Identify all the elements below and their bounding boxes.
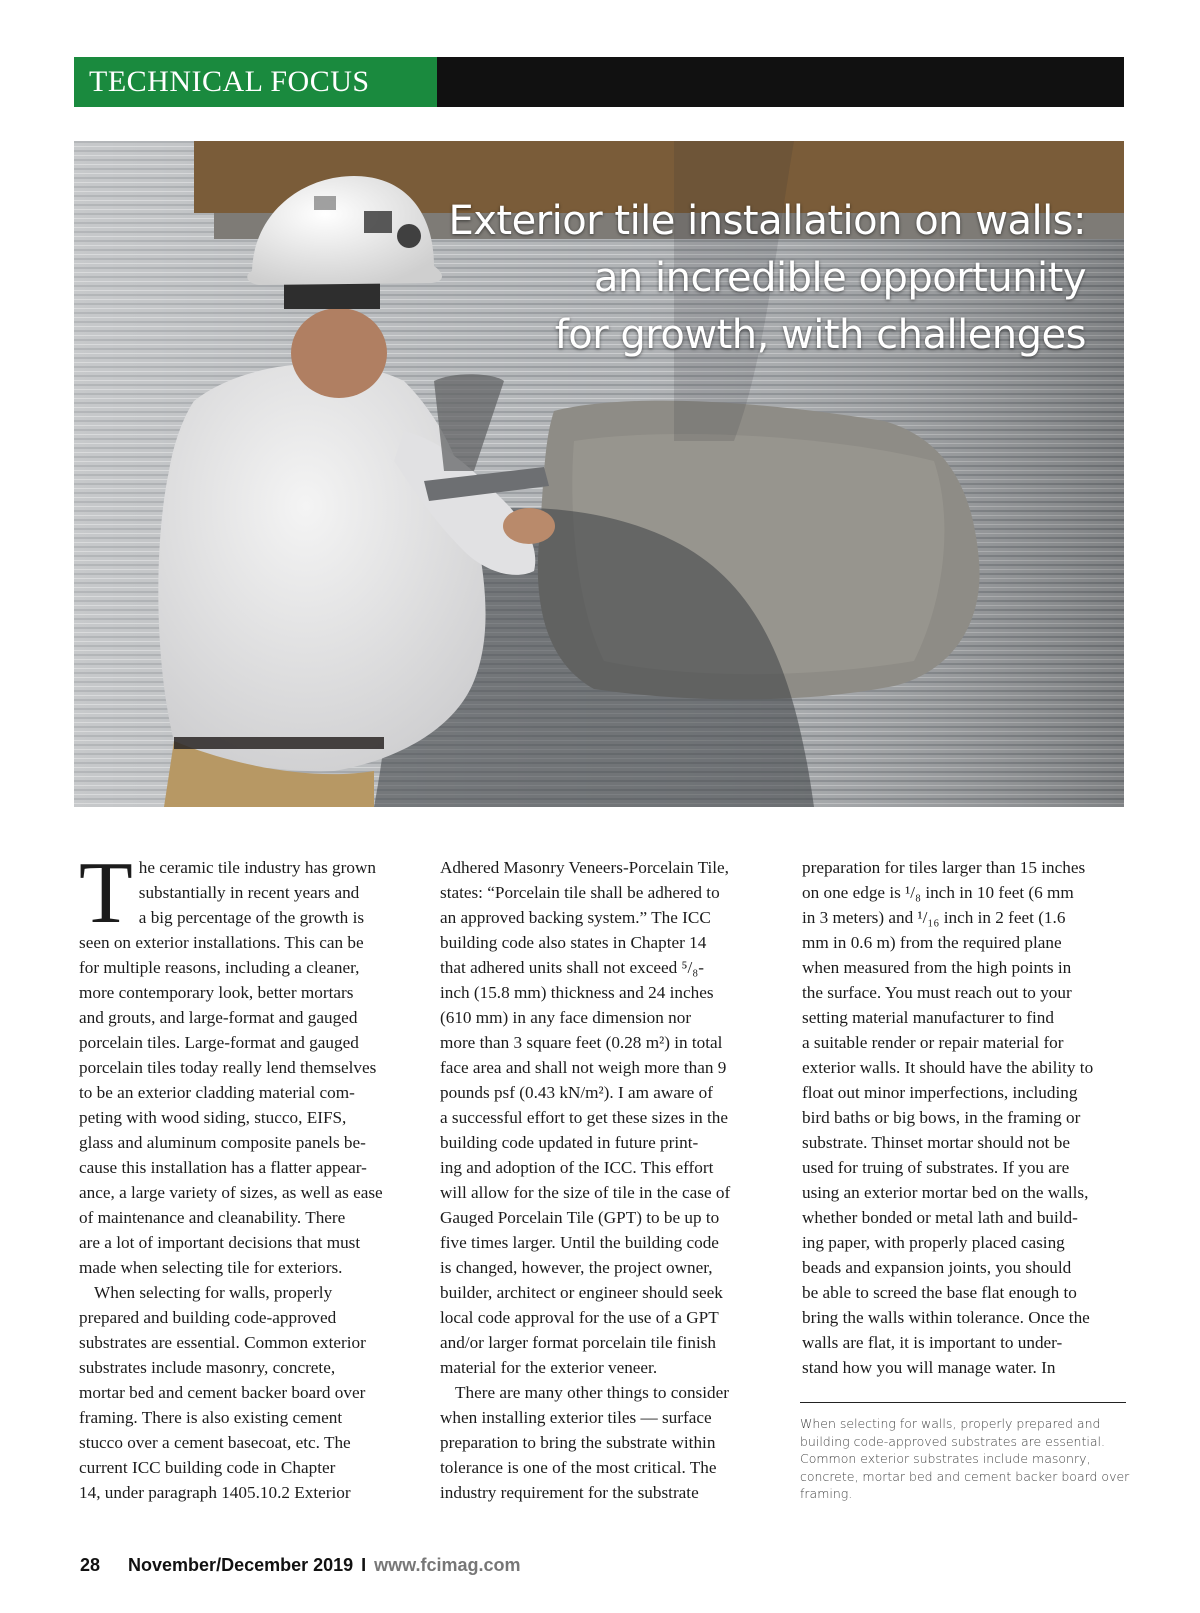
article-column-2 [440, 855, 768, 1505]
body-line: bird baths or big bows, in the framing or [802, 1108, 1081, 1127]
body-line: ing paper, with properly placed casing [802, 1233, 1065, 1252]
body-line: preparation for tiles larger than 15 inches [802, 858, 1086, 877]
footer-separator: I [361, 1555, 367, 1575]
body-line: glass and aluminum composite panels be- [79, 1133, 366, 1152]
body-line: and grouts, and large-format and gauged [79, 1008, 358, 1027]
page-number: 28 [80, 1555, 101, 1575]
body-line: ing and adoption of the ICC. This effort [440, 1158, 714, 1177]
body-line: face area and shall not weigh more than 9 [440, 1058, 727, 1077]
body-line: seen on exterior installations. This can be [79, 933, 364, 952]
body-line: of maintenance and cleanability. There [79, 1208, 346, 1227]
body-line: framing. There is also existing cement [79, 1408, 343, 1427]
body-line: tolerance is one of the most critical. The [440, 1458, 717, 1477]
body-line: ance, a large variety of sizes, as well as ease [79, 1183, 383, 1202]
pull-quote-line: Common exterior substrates include masonry, [800, 1451, 1091, 1466]
body-line: substrate. Thinset mortar should not be [802, 1133, 1070, 1152]
body-line: builder, architect or engineer should seek [440, 1283, 723, 1302]
body-line: more contemporary look, better mortars [79, 983, 354, 1002]
headline-line-2: an incredible opportunity [593, 255, 1086, 301]
body-line: used for truing of substrates. If you are [802, 1158, 1070, 1177]
body-line: 14, under paragraph 1405.10.2 Exterior [79, 1483, 351, 1502]
body-line: using an exterior mortar bed on the walls, [802, 1183, 1089, 1202]
body-line: is changed, however, the project owner, [440, 1258, 713, 1277]
body-line: he ceramic tile industry has grown [138, 858, 376, 877]
body-line: substrates are essential. Common exterior [79, 1333, 366, 1352]
body-line: will allow for the size of tile in the case of [440, 1183, 731, 1202]
body-line: porcelain tiles. Large-format and gauged [79, 1033, 359, 1052]
pull-quote-line: When selecting for walls, properly prepared and [800, 1416, 1101, 1431]
body-line: local code approval for the use of a GPT [440, 1308, 719, 1327]
body-line: exterior walls. It should have the ability to [802, 1058, 1094, 1077]
body-line: walls are flat, it is important to under- [802, 1333, 1063, 1352]
issue-date: November/December 2019 [128, 1555, 354, 1575]
body-line: industry requirement for the substrate [440, 1483, 699, 1502]
body-line: made when selecting tile for exteriors. [79, 1258, 343, 1277]
pull-quote-line: building code-approved substrates are essential. [800, 1433, 1105, 1449]
body-line: (610 mm) in any face dimension nor [440, 1008, 692, 1027]
body-line: the surface. You must reach out to your [802, 983, 1072, 1002]
body-line: material for the exterior veneer. [440, 1358, 658, 1377]
body-line: mm in 0.6 m) from the required plane [802, 933, 1062, 952]
body-line: five times larger. Until the building code [440, 1233, 719, 1252]
pull-quote-line: framing. [800, 1486, 853, 1501]
body-line: There are many other things to consider [455, 1383, 729, 1402]
body-line: When selecting for walls, properly [94, 1283, 333, 1302]
body-line: states: “Porcelain tile shall be adhered to [440, 883, 720, 902]
body-line: prepared and building code-approved [79, 1308, 337, 1327]
body-line: cause this installation has a flatter appear- [79, 1158, 367, 1177]
body-line: a suitable render or repair material for [802, 1033, 1064, 1052]
body-line: to be an exterior cladding material com- [79, 1083, 355, 1102]
body-line: Gauged Porcelain Tile (GPT) to be up to [440, 1208, 720, 1227]
body-line: Adhered Masonry Veneers-Porcelain Tile, [440, 858, 729, 877]
pull-quote-rule [800, 1402, 1126, 1403]
body-line: preparation to bring the substrate within [440, 1433, 716, 1452]
body-line: substantially in recent years and [138, 883, 360, 902]
body-line: pounds psf (0.43 kN/m²). I am aware of [440, 1083, 713, 1102]
drop-cap: T [79, 845, 133, 942]
body-line: inch (15.8 mm) thickness and 24 inches [440, 983, 714, 1002]
body-line: mortar bed and cement backer board over [79, 1383, 366, 1402]
body-line: building code also states in Chapter 14 [440, 933, 707, 952]
body-line: stucco over a cement basecoat, etc. The [79, 1433, 351, 1452]
body-line: be able to screed the base flat enough to [802, 1283, 1077, 1302]
website-link[interactable]: www.fcimag.com [374, 1555, 521, 1575]
hero-photo [74, 141, 1124, 807]
body-line: on one edge is ¹/₈ inch in 10 feet (6 mm [802, 883, 1074, 902]
body-line: porcelain tiles today really lend themselves [79, 1058, 377, 1077]
article-column-3 [802, 855, 1128, 1380]
body-line: when installing exterior tiles — surface [440, 1408, 712, 1427]
body-line: in 3 meters) and ¹/₁₆ inch in 2 feet (1.6 [802, 908, 1066, 927]
section-tag: TECHNICAL FOCUS [74, 57, 437, 107]
body-line: bring the walls within tolerance. Once the [802, 1308, 1090, 1327]
body-line: that adhered units shall not exceed ⁵/₈- [440, 958, 704, 977]
page-footer [80, 1555, 521, 1576]
body-line: for multiple reasons, including a cleaner, [79, 958, 360, 977]
body-line: current ICC building code in Chapter [79, 1458, 336, 1477]
body-line: float out minor imperfections, including [802, 1083, 1078, 1102]
body-line: setting material manufacturer to find [802, 1008, 1054, 1027]
body-line: an approved backing system.” The ICC [440, 908, 711, 927]
body-line: and/or larger format porcelain tile finish [440, 1333, 717, 1352]
pull-quote [800, 1415, 1130, 1503]
article-column-1 [79, 845, 407, 1505]
body-line: substrates include masonry, concrete, [79, 1358, 336, 1377]
body-line: beads and expansion joints, you should [802, 1258, 1072, 1277]
body-line: whether bonded or metal lath and build- [802, 1208, 1078, 1227]
body-line: a successful effort to get these sizes in the [440, 1108, 728, 1127]
headline [366, 193, 1086, 364]
body-line: more than 3 square feet (0.28 m²) in total [440, 1033, 723, 1052]
body-line: peting with wood siding, stucco, EIFS, [79, 1108, 347, 1127]
body-line: when measured from the high points in [802, 958, 1072, 977]
pull-quote-line: concrete, mortar bed and cement backer board over [800, 1468, 1130, 1484]
body-line: building code updated in future print- [440, 1133, 699, 1152]
body-line: stand how you will manage water. In [802, 1358, 1056, 1377]
body-line: a big percentage of the growth is [138, 908, 365, 927]
headline-line-1: Exterior tile installation on walls: [448, 198, 1086, 244]
body-line: are a lot of important decisions that must [79, 1233, 361, 1252]
headline-line-3: for growth, with challenges [554, 312, 1086, 358]
